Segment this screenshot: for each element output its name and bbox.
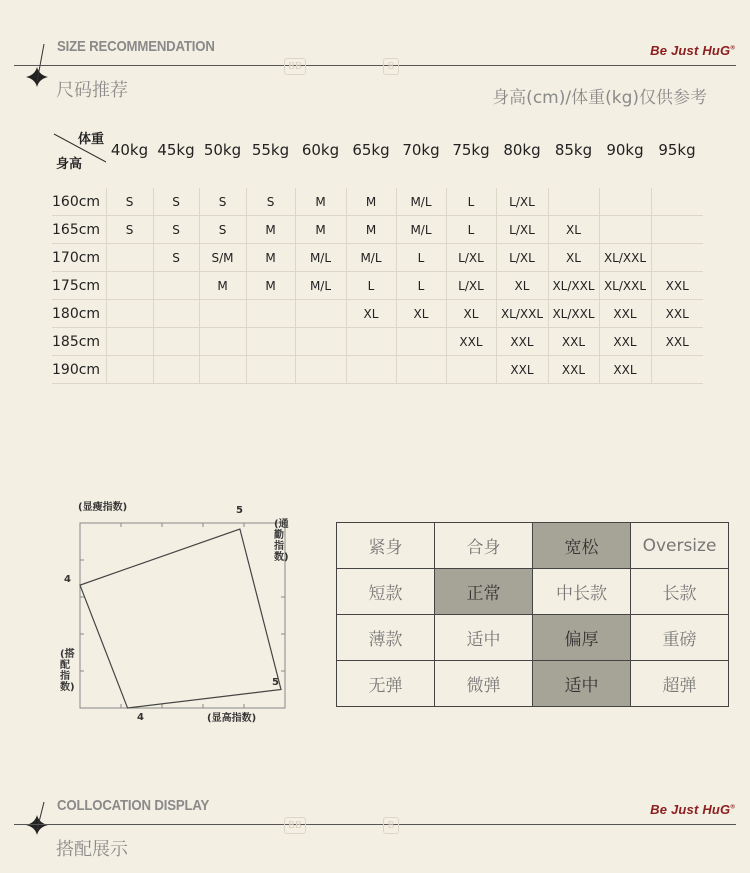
weight-header: 70kg <box>402 141 440 159</box>
reference-note: 身高(cm)/体重(kg)仅供参考 <box>492 88 707 108</box>
commute-index-value: 5 <box>272 677 279 688</box>
size-cell: S <box>199 188 246 216</box>
size-cell: M <box>246 216 295 244</box>
size-cell: XXL <box>496 356 548 384</box>
size-cell: L <box>346 272 396 300</box>
sparkle-icon <box>22 42 52 92</box>
attribute-option: Oversize <box>631 523 729 569</box>
size-cell: M <box>199 272 246 300</box>
section-subtitle-size: 尺码推荐 <box>56 80 128 101</box>
size-cell <box>295 300 346 328</box>
attribute-option: 中长款 <box>533 569 631 615</box>
size-cell: M <box>346 188 396 216</box>
height-label: 165cm <box>52 216 106 244</box>
section-title-collocation: COLLOCATION DISPLAY <box>57 797 210 814</box>
attribute-option: 无弹 <box>337 661 435 707</box>
attribute-option: 适中 <box>435 615 533 661</box>
weight-header: 95kg <box>658 141 696 159</box>
size-cell <box>246 356 295 384</box>
size-cell: S <box>199 216 246 244</box>
size-cell: M <box>295 216 346 244</box>
attribute-option-selected: 正常 <box>435 569 533 615</box>
brand-logo: Be Just HuG® <box>650 802 735 817</box>
attribute-option: 重磅 <box>631 615 729 661</box>
size-cell: XXL <box>548 356 599 384</box>
size-cell: XL <box>446 300 496 328</box>
weight-header: 90kg <box>606 141 644 159</box>
size-cell <box>246 328 295 356</box>
attribute-row <box>337 569 729 615</box>
section-subtitle-collocation: 搭配展示 <box>56 839 128 860</box>
size-cell: L/XL <box>446 244 496 272</box>
brand-mark-icon: BB <box>284 817 306 834</box>
size-cell: S <box>106 188 153 216</box>
size-chart-table <box>52 128 703 384</box>
size-cell: XL/XXL <box>599 272 651 300</box>
size-cell <box>346 356 396 384</box>
slim-index-value: 5 <box>236 505 243 516</box>
header-divider <box>14 65 736 66</box>
size-cell: XL <box>548 216 599 244</box>
slim-index-label: (显瘦指数) <box>78 502 128 513</box>
size-cell: XL/XXL <box>599 244 651 272</box>
height-label: 180cm <box>52 300 106 328</box>
attribute-grid <box>336 522 729 707</box>
attribute-row <box>337 523 729 569</box>
attribute-option: 微弹 <box>435 661 533 707</box>
size-cell <box>153 356 199 384</box>
brand-mark-icon: B <box>383 58 399 75</box>
brand-mark-icon: BB <box>284 58 306 75</box>
size-cell: XXL <box>548 328 599 356</box>
size-cell <box>199 356 246 384</box>
attribute-option-selected: 适中 <box>533 661 631 707</box>
attribute-row <box>337 615 729 661</box>
weight-header: 75kg <box>452 141 490 159</box>
size-cell: XXL <box>651 272 703 300</box>
size-cell: S <box>106 216 153 244</box>
attribute-option: 超弹 <box>631 661 729 707</box>
match-index-label: (搭配指数) <box>60 649 75 693</box>
size-cell: L <box>396 272 446 300</box>
size-cell <box>651 188 703 216</box>
size-cell <box>106 272 153 300</box>
height-label: 185cm <box>52 328 106 356</box>
size-cell: L <box>446 188 496 216</box>
size-cell: XXL <box>651 328 703 356</box>
size-cell: L/XL <box>496 188 548 216</box>
size-cell: M/L <box>346 244 396 272</box>
size-cell: M/L <box>396 216 446 244</box>
size-cell: XL <box>496 272 548 300</box>
height-label: 175cm <box>52 272 106 300</box>
header-divider <box>14 824 736 825</box>
size-cell <box>153 328 199 356</box>
size-row <box>52 356 703 384</box>
size-cell <box>153 272 199 300</box>
brand-logo: Be Just HuG® <box>650 43 735 58</box>
size-cell: M <box>246 272 295 300</box>
height-label: 170cm <box>52 244 106 272</box>
size-cell: XL/XXL <box>496 300 548 328</box>
commute-index-label: (通勤指数) <box>274 519 289 563</box>
size-cell: S/M <box>199 244 246 272</box>
size-cell: M <box>295 188 346 216</box>
section-title-size: SIZE RECOMMENDATION <box>57 38 215 55</box>
size-cell: XL/XXL <box>548 300 599 328</box>
tall-index-value: 4 <box>137 712 144 723</box>
attribute-option: 紧身 <box>337 523 435 569</box>
weight-header: 65kg <box>352 141 390 159</box>
size-cell <box>396 356 446 384</box>
size-cell <box>106 300 153 328</box>
size-cell: L/XL <box>496 216 548 244</box>
size-cell: M/L <box>295 244 346 272</box>
size-cell <box>295 328 346 356</box>
size-cell: L <box>446 216 496 244</box>
attribute-option-selected: 宽松 <box>533 523 631 569</box>
height-label: 160cm <box>52 188 106 216</box>
weight-header: 55kg <box>251 141 290 159</box>
weight-header: 50kg <box>203 141 242 159</box>
size-cell <box>246 300 295 328</box>
size-cell <box>446 356 496 384</box>
size-cell: L/XL <box>496 244 548 272</box>
corner-height-label: 身高 <box>56 157 83 172</box>
height-label: 190cm <box>52 356 106 384</box>
weight-header: 60kg <box>301 141 340 159</box>
size-row <box>52 216 703 244</box>
size-cell: XL <box>548 244 599 272</box>
size-row <box>52 328 703 356</box>
attribute-option-selected: 偏厚 <box>533 615 631 661</box>
size-row <box>52 244 703 272</box>
size-row <box>52 272 703 300</box>
attribute-option: 长款 <box>631 569 729 615</box>
size-row <box>52 300 703 328</box>
size-cell: M <box>346 216 396 244</box>
tall-index-label: (显高指数) <box>207 713 257 724</box>
size-cell <box>106 244 153 272</box>
size-cell: L/XL <box>446 272 496 300</box>
size-cell: S <box>153 244 199 272</box>
fit-index-chart <box>60 515 290 720</box>
fit-index-polygon <box>80 529 281 708</box>
size-cell <box>295 356 346 384</box>
weight-header: 45kg <box>157 141 195 159</box>
match-index-value: 4 <box>64 574 71 585</box>
size-cell <box>599 216 651 244</box>
size-cell: M <box>246 244 295 272</box>
attribute-row <box>337 661 729 707</box>
size-rows <box>52 188 703 384</box>
size-cell: XXL <box>496 328 548 356</box>
size-cell: XXL <box>599 300 651 328</box>
weight-header: 80kg <box>503 141 541 159</box>
size-row <box>52 188 703 216</box>
attribute-option: 合身 <box>435 523 533 569</box>
corner-weight-label: 体重 <box>77 132 104 147</box>
chart-frame <box>80 523 285 708</box>
size-cell: S <box>153 216 199 244</box>
size-cell: M/L <box>295 272 346 300</box>
size-cell <box>599 188 651 216</box>
size-cell <box>651 356 703 384</box>
size-cell: S <box>153 188 199 216</box>
weight-header-row <box>52 128 703 172</box>
size-cell <box>346 328 396 356</box>
size-cell: M/L <box>396 188 446 216</box>
weight-header: 40kg <box>110 141 149 159</box>
attribute-option: 薄款 <box>337 615 435 661</box>
brand-mark-icon: B <box>383 817 399 834</box>
weight-header: 85kg <box>554 141 593 159</box>
attribute-option: 短款 <box>337 569 435 615</box>
sparkle-icon <box>22 800 52 850</box>
size-cell: XL <box>346 300 396 328</box>
size-cell <box>548 188 599 216</box>
size-cell <box>153 300 199 328</box>
size-cell <box>106 328 153 356</box>
size-cell: L <box>396 244 446 272</box>
size-cell: XXL <box>446 328 496 356</box>
size-cell: XXL <box>599 328 651 356</box>
size-cell <box>199 328 246 356</box>
size-cell <box>651 216 703 244</box>
size-cell <box>106 356 153 384</box>
size-cell: XXL <box>651 300 703 328</box>
size-cell <box>651 244 703 272</box>
size-cell: XL/XXL <box>548 272 599 300</box>
size-cell <box>199 300 246 328</box>
size-cell: S <box>246 188 295 216</box>
size-cell: XXL <box>599 356 651 384</box>
header-corner <box>52 128 106 172</box>
size-cell <box>396 328 446 356</box>
size-cell: XL <box>396 300 446 328</box>
